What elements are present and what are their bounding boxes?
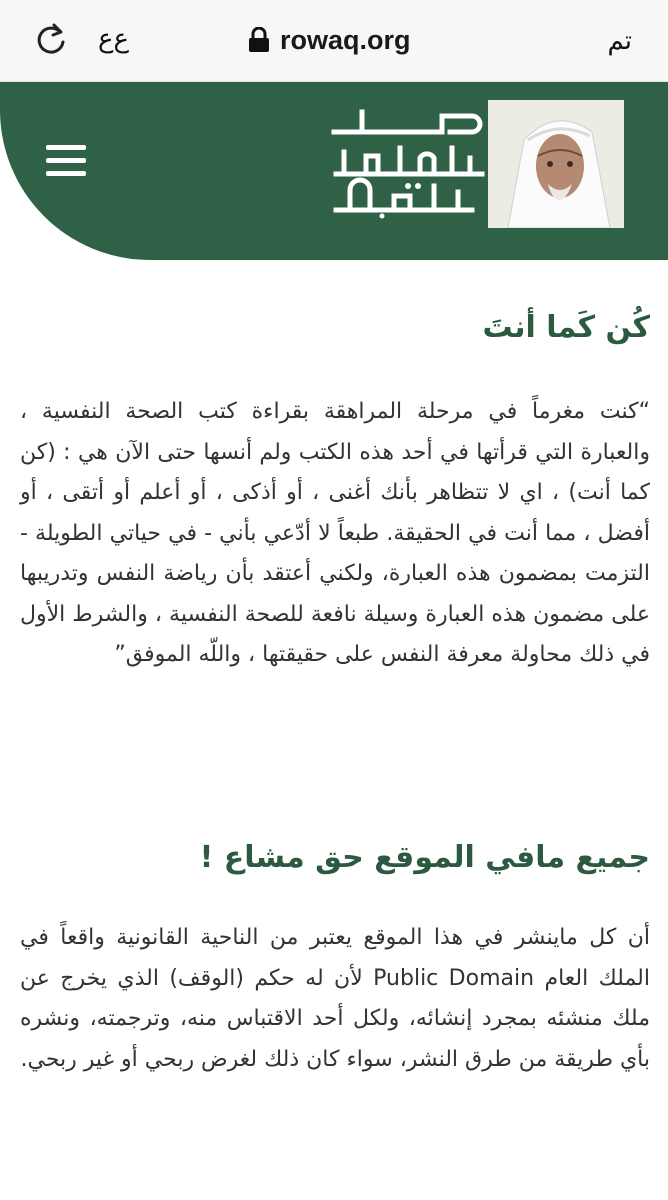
article-body: “كنت مغرماً في مرحلة المراهقة بقراءة كتب الصحة النفسية ، والعبارة التي قرأتها في أحد هذه الكتب ولم أنسها حتى الآن هي : (كن كما أنت) ، اي لا تتظاهر بأنك أغنى ، أو أذكى ، أو أعلم أو أتقى ، أو أفضل ، مما أنت في الحقيقة. طبعاً لا أدّعي بأني - في حياتي الطويلة - التزمت بمضمون هذه العبارة، ولكني أعتقد بأن رياضة النفس وتدريبها على مضمون هذه العبارة وسيلة نافعة للصحة النفسية ، والشرط الأول في ذلك محاولة معرفة النفس على حقيقتها ، واللّه الموفق” bbox=[20, 399, 650, 667]
site-logo[interactable] bbox=[322, 102, 492, 220]
url-text: rowaq.org bbox=[280, 24, 411, 55]
address-bar[interactable] bbox=[248, 20, 411, 60]
notice-title: جميع مافي الموقع حق مشاع ! bbox=[199, 840, 650, 875]
reload-icon[interactable] bbox=[34, 22, 68, 58]
lock-icon bbox=[248, 27, 270, 53]
done-button[interactable]: تم bbox=[607, 26, 632, 56]
notice-body: أن كل ماينشر في هذا الموقع يعتبر من الناحية القانونية واقعاً في الملك العام Public Domain لأن له حكم (الوقف) الذي يخرج عن ملك منشئه بمجرد إنشائه، ولكل أحد الاقتباس منه، وترجمته، ونشره بأي طريقة من طرق النشر، سواء كان ذلك لغرض ربحي أو غير ربحي. bbox=[20, 925, 650, 1072]
menu-icon[interactable] bbox=[46, 145, 86, 179]
portrait-image bbox=[488, 100, 624, 228]
text-size-button[interactable]: ﻉﻉ bbox=[98, 24, 130, 54]
browser-bar bbox=[0, 0, 668, 82]
article-title: كُن كَما أنتَ bbox=[482, 310, 650, 345]
